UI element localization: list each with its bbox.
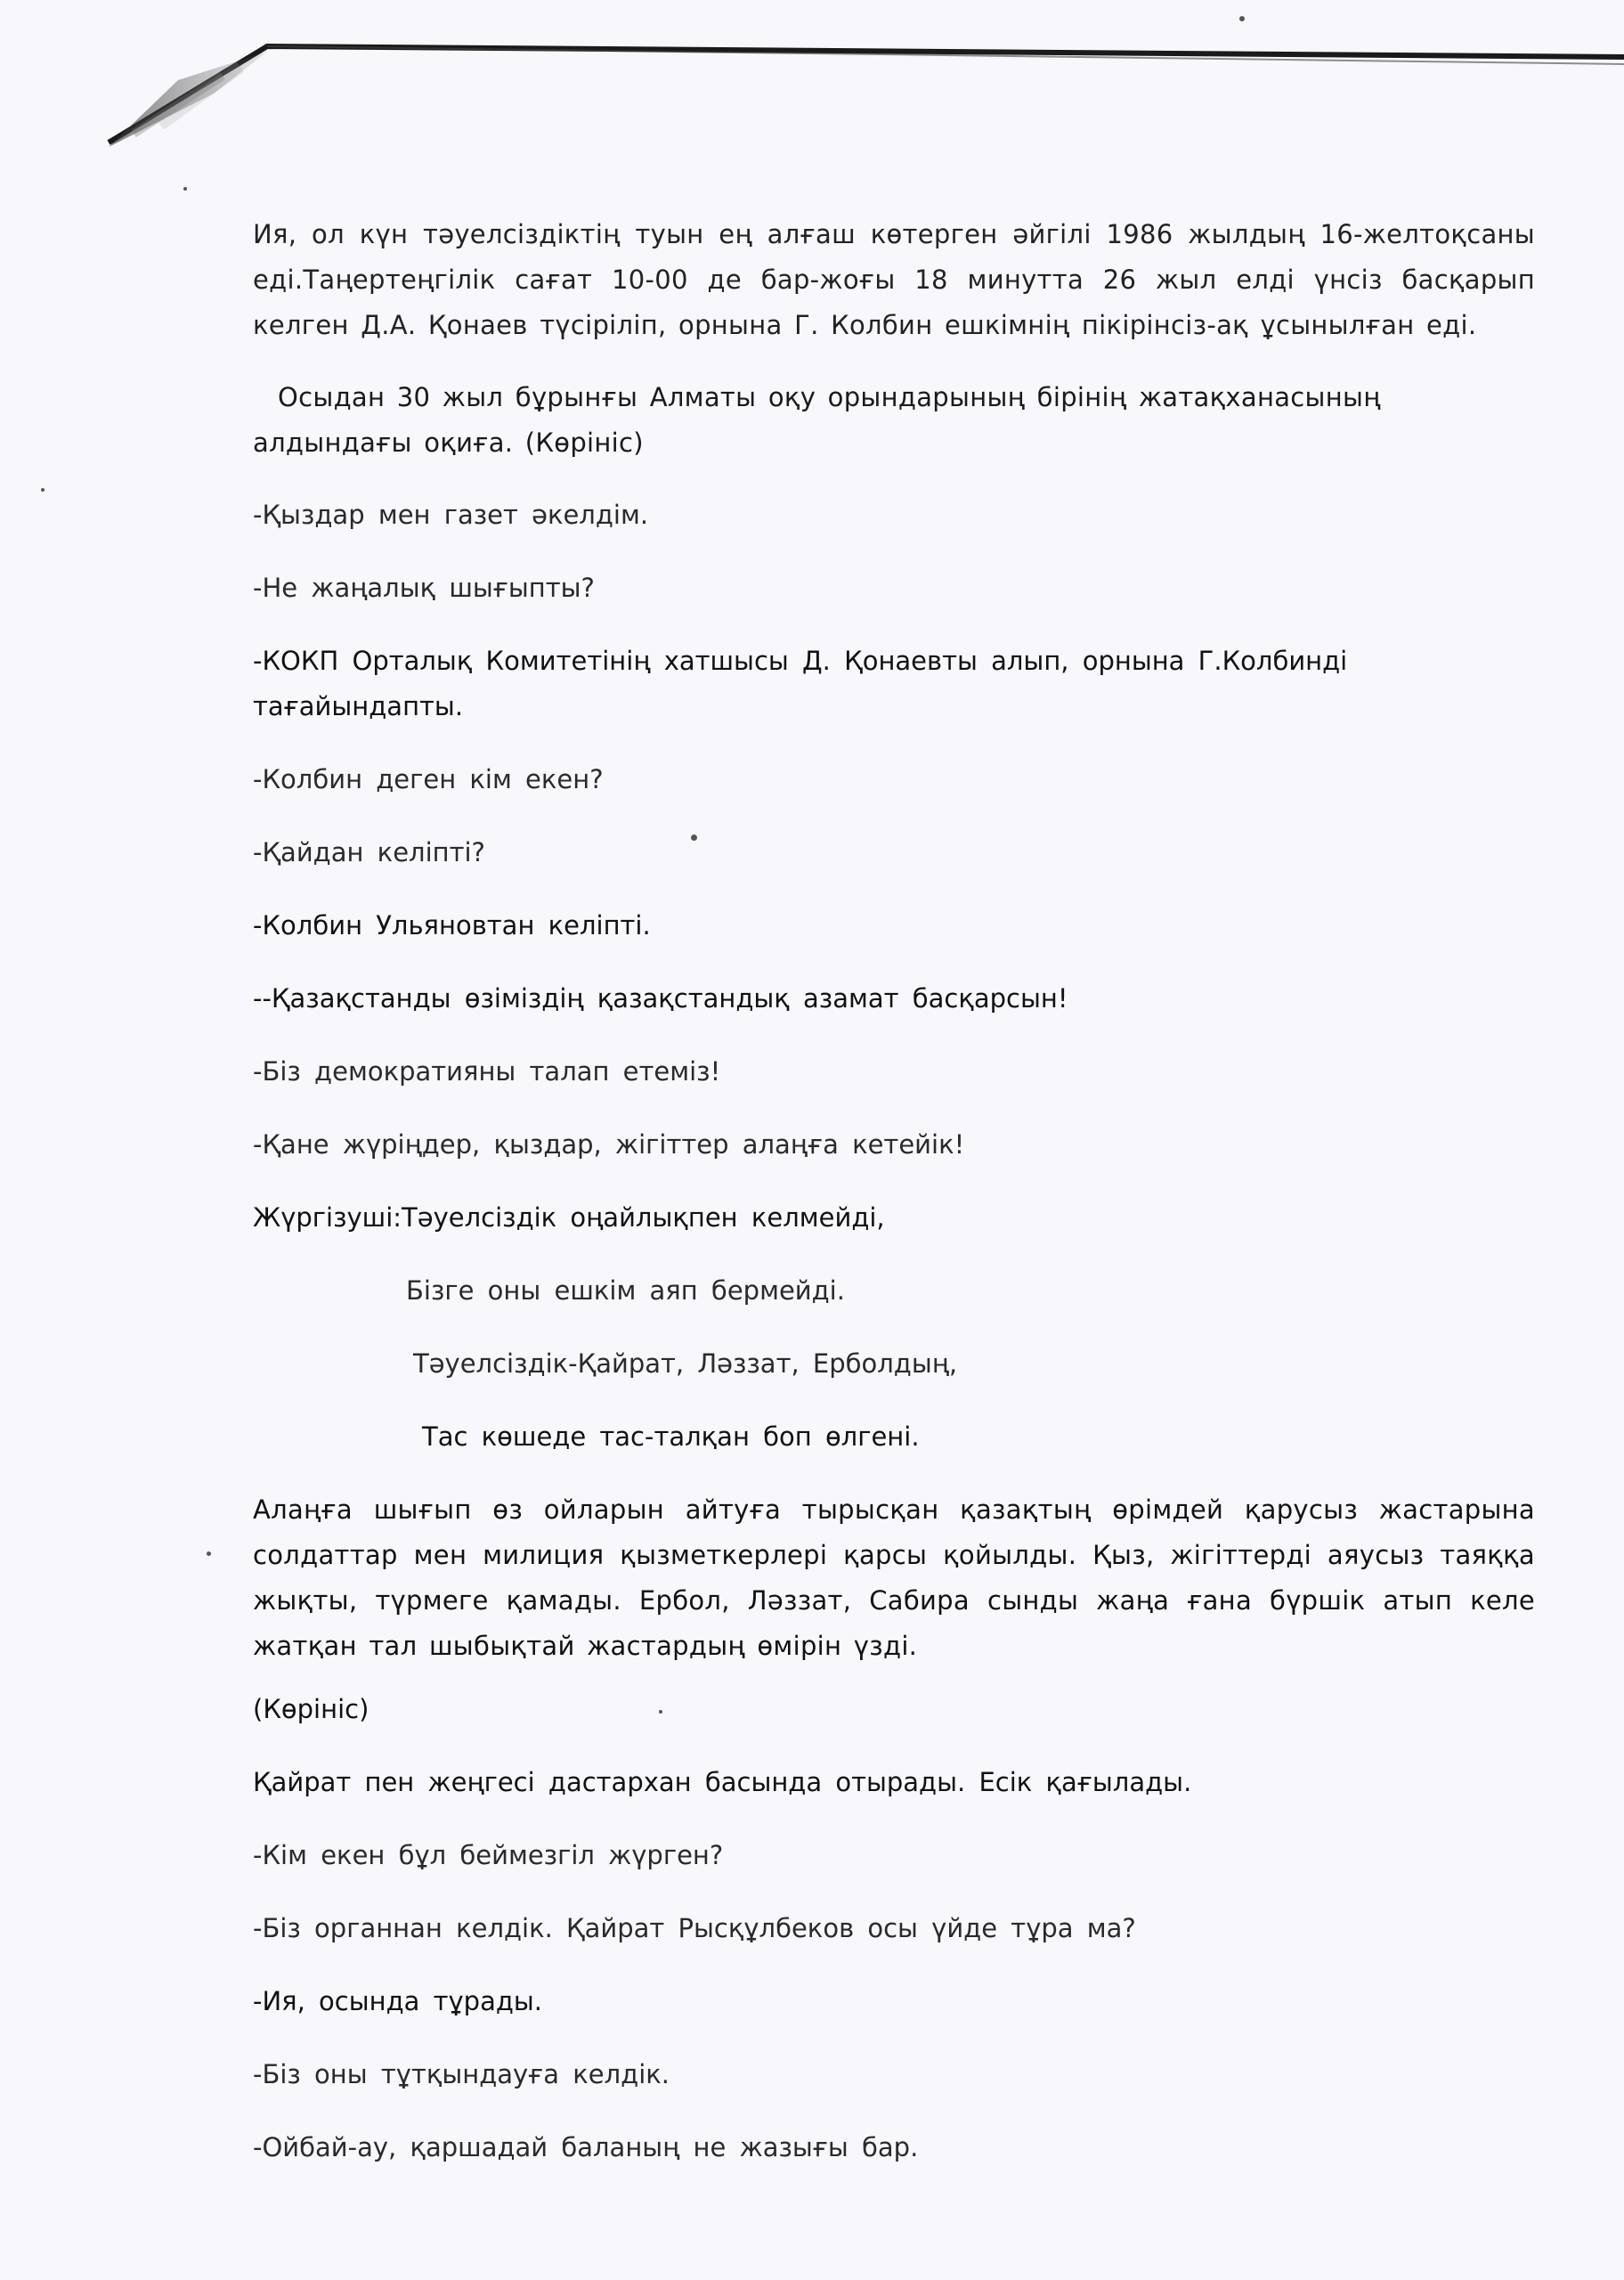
events-paragraph: Алаңға шығып өз ойларын айтуға тырысқан қазақтың өрімдей қарусыз жастарына солдаттар мен милиция қызметкерлері қарсы қойылды. Қыз, жігіттерді аяусыз таяққа жықты, түрмеге қамады. Ербол, Ләззат, Сабира сынды жаңа ғана бүршік атып келе жатқан тал шыбықтай жастардың өмірін үзді. <box>253 1494 1535 1661</box>
dialogue-line: --Қазақстанды өзіміздің қазақстандық азамат басқарсын! <box>253 983 1068 1014</box>
dialogue-line: -Ия, осында тұрады. <box>253 1986 543 2016</box>
dust-speck <box>183 187 187 191</box>
dialogue-line: -Колбин Ульяновтан келіпті. <box>253 910 651 940</box>
dialogue-line: -Қыздар мен газет әкелдім. <box>253 500 649 530</box>
scene-label: (Көрініс) <box>253 1694 369 1724</box>
dust-speck <box>1239 16 1245 21</box>
dialogue-line: -Біз органнан келдік. Қайрат Рысқұлбеков осы үйде тұра ма? <box>253 1913 1136 1943</box>
poem-block <box>253 1268 1535 1460</box>
dialogue-line: -Қайдан келіпті? <box>253 837 485 867</box>
dialogue-line: -Колбин деген кім екен? <box>253 764 604 794</box>
dialogue-block-2 <box>253 1833 1535 2170</box>
dialogue-line: -Біз демократияны талап етеміз! <box>253 1056 721 1087</box>
document-body <box>253 212 1535 2198</box>
presenter-line: Жүргізуші:Тәуелсіздік оңайлықпен келмейді, <box>253 1202 885 1233</box>
poem-line: Бізге оны ешкім аяп бермейді. <box>406 1275 845 1306</box>
dialogue-line: -Не жаңалық шығыпты? <box>253 573 595 603</box>
scan-edge-artifact <box>0 0 1624 178</box>
dialogue-line: -Біз оны тұтқындауға келдік. <box>253 2059 670 2089</box>
dust-speck <box>41 488 45 492</box>
scene-intro: Қайрат пен жеңгесі дастархан басында отырады. Есік қағылады. <box>253 1767 1192 1797</box>
dialogue-line: -Қане жүріңдер, қыздар, жігіттер алаңға кетейік! <box>253 1129 965 1160</box>
poem-line: Тәуелсіздік-Қайрат, Ләззат, Ерболдың, <box>413 1348 958 1379</box>
intro-paragraph: Ия, ол күн тәуелсіздіктің туын ең алғаш көтерген әйгілі 1986 жылдың 16-желтоқсаны еді.Таңертеңгілік сағат 10-00 де бар-жоғы 18 минутта 26 жыл елді үнсіз басқарып келген Д.А. Қонаев түсіріліп, орнына Г. Колбин ешкімнің пікірінсіз-ақ ұсынылған еді. <box>253 219 1535 340</box>
dialogue-line: -Кім екен бұл беймезгіл жүрген? <box>253 1840 724 1870</box>
dust-speck <box>207 1551 211 1556</box>
poem-line: Тас көшеде тас-талқан боп өлгені. <box>422 1421 920 1452</box>
dialogue-line: -КОКП Орталық Комитетінің хатшысы Д. Қонаевты алып, орнына Г.Колбинді тағайындапты. <box>253 646 1348 721</box>
dialogue-line: -Ойбай-ау, қаршадай баланың не жазығы бар. <box>253 2132 919 2162</box>
setting-paragraph: Осыдан 30 жыл бұрынғы Алматы оқу орындарының бірінің жатақханасының алдындағы оқиға. (Көрініс) <box>253 382 1381 458</box>
dialogue-block-1 <box>253 493 1535 1168</box>
